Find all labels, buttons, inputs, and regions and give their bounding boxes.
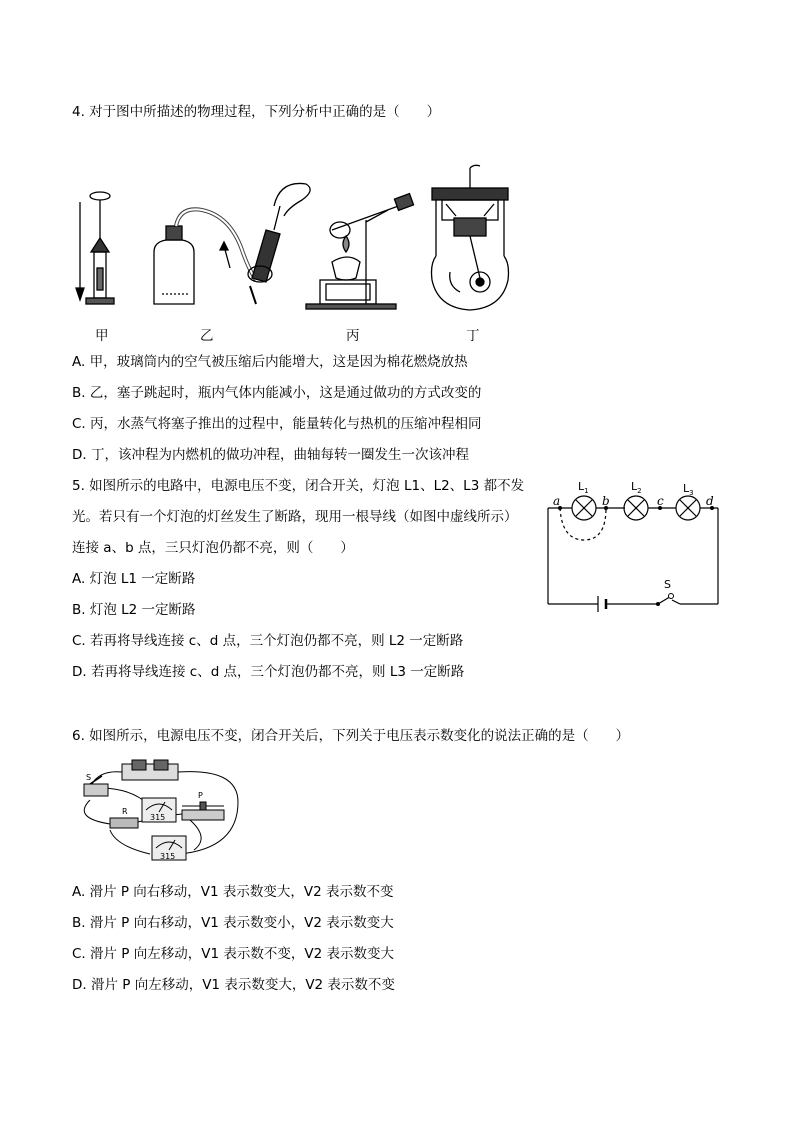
q4-option-b: B. 乙，塞子跳起时，瓶内气体内能减小，这是通过做功的方式改变的 [72, 385, 482, 401]
point-c: c [657, 494, 664, 508]
fig-label-meter2: 315 [160, 852, 176, 861]
q5-option-b: B. 灯泡 L2 一定断路 [72, 602, 196, 618]
lamp-label-l3: $L_3$ [683, 482, 694, 497]
point-a: a [553, 494, 561, 508]
q4-label-ding: 丁 [466, 328, 480, 344]
fig-label-s: S [86, 773, 92, 782]
q4-label-jia: 甲 [95, 328, 109, 344]
fig-label-r: R [122, 807, 128, 816]
q4-label-bing: 丙 [346, 328, 360, 344]
q4-option-a: A. 甲，玻璃筒内的空气被压缩后内能增大，这是因为棉花燃烧放热 [72, 354, 468, 370]
q5-circuit-diagram [540, 478, 730, 612]
q4-label-yi: 乙 [200, 328, 214, 344]
q4-figures [70, 160, 530, 320]
q6-stem: 6. 如图所示，电源电压不变，闭合开关后，下列关于电压表示数变化的说法正确的是（ ） [72, 728, 630, 744]
q5-stem-line-3: 连接 a、b 点，三只灯泡仍都不亮，则（ ） [72, 540, 354, 556]
lamp-label-l2: $L_2$ [631, 480, 642, 495]
q5-option-a: A. 灯泡 L1 一定断路 [72, 571, 196, 587]
q5-option-c: C. 若再将导线连接 c、d 点，三个灯泡仍都不亮，则 L2 一定断路 [72, 633, 464, 649]
q6-circuit-figure [70, 758, 250, 866]
q6-option-b: B. 滑片 P 向右移动，V1 表示数变小，V2 表示数变大 [72, 915, 394, 931]
q4-stem: 4. 对于图中所描述的物理过程，下列分析中正确的是（ ） [72, 104, 441, 120]
point-d: d [706, 494, 714, 508]
q5-option-d: D. 若再将导线连接 c、d 点，三个灯泡仍都不亮，则 L3 一定断路 [72, 664, 465, 680]
fig-label-meter1: 315 [150, 813, 166, 822]
point-b: b [602, 494, 610, 508]
q5-stem-line-1: 5. 如图所示的电路中，电源电压不变，闭合开关，灯泡 L1、L2、L3 都不发 [72, 478, 525, 494]
q5-stem-line-2: 光。若只有一个灯泡的灯丝发生了断路，现用一根导线（如图中虚线所示） [72, 509, 518, 525]
q6-option-d: D. 滑片 P 向左移动，V1 表示数变大，V2 表示数不变 [72, 977, 395, 993]
switch-label: S [664, 578, 671, 591]
fig-label-p: P [198, 791, 203, 800]
q4-option-d: D. 丁，该冲程为内燃机的做功冲程，曲轴每转一圈发生一次该冲程 [72, 447, 469, 463]
q4-option-c: C. 丙，水蒸气将塞子推出的过程中，能量转化与热机的压缩冲程相同 [72, 416, 482, 432]
q6-option-c: C. 滑片 P 向左移动，V1 表示数不变，V2 表示数变大 [72, 946, 394, 962]
q6-option-a: A. 滑片 P 向右移动，V1 表示数变大，V2 表示数不变 [72, 884, 394, 900]
lamp-label-l1: $L_1$ [578, 480, 589, 495]
